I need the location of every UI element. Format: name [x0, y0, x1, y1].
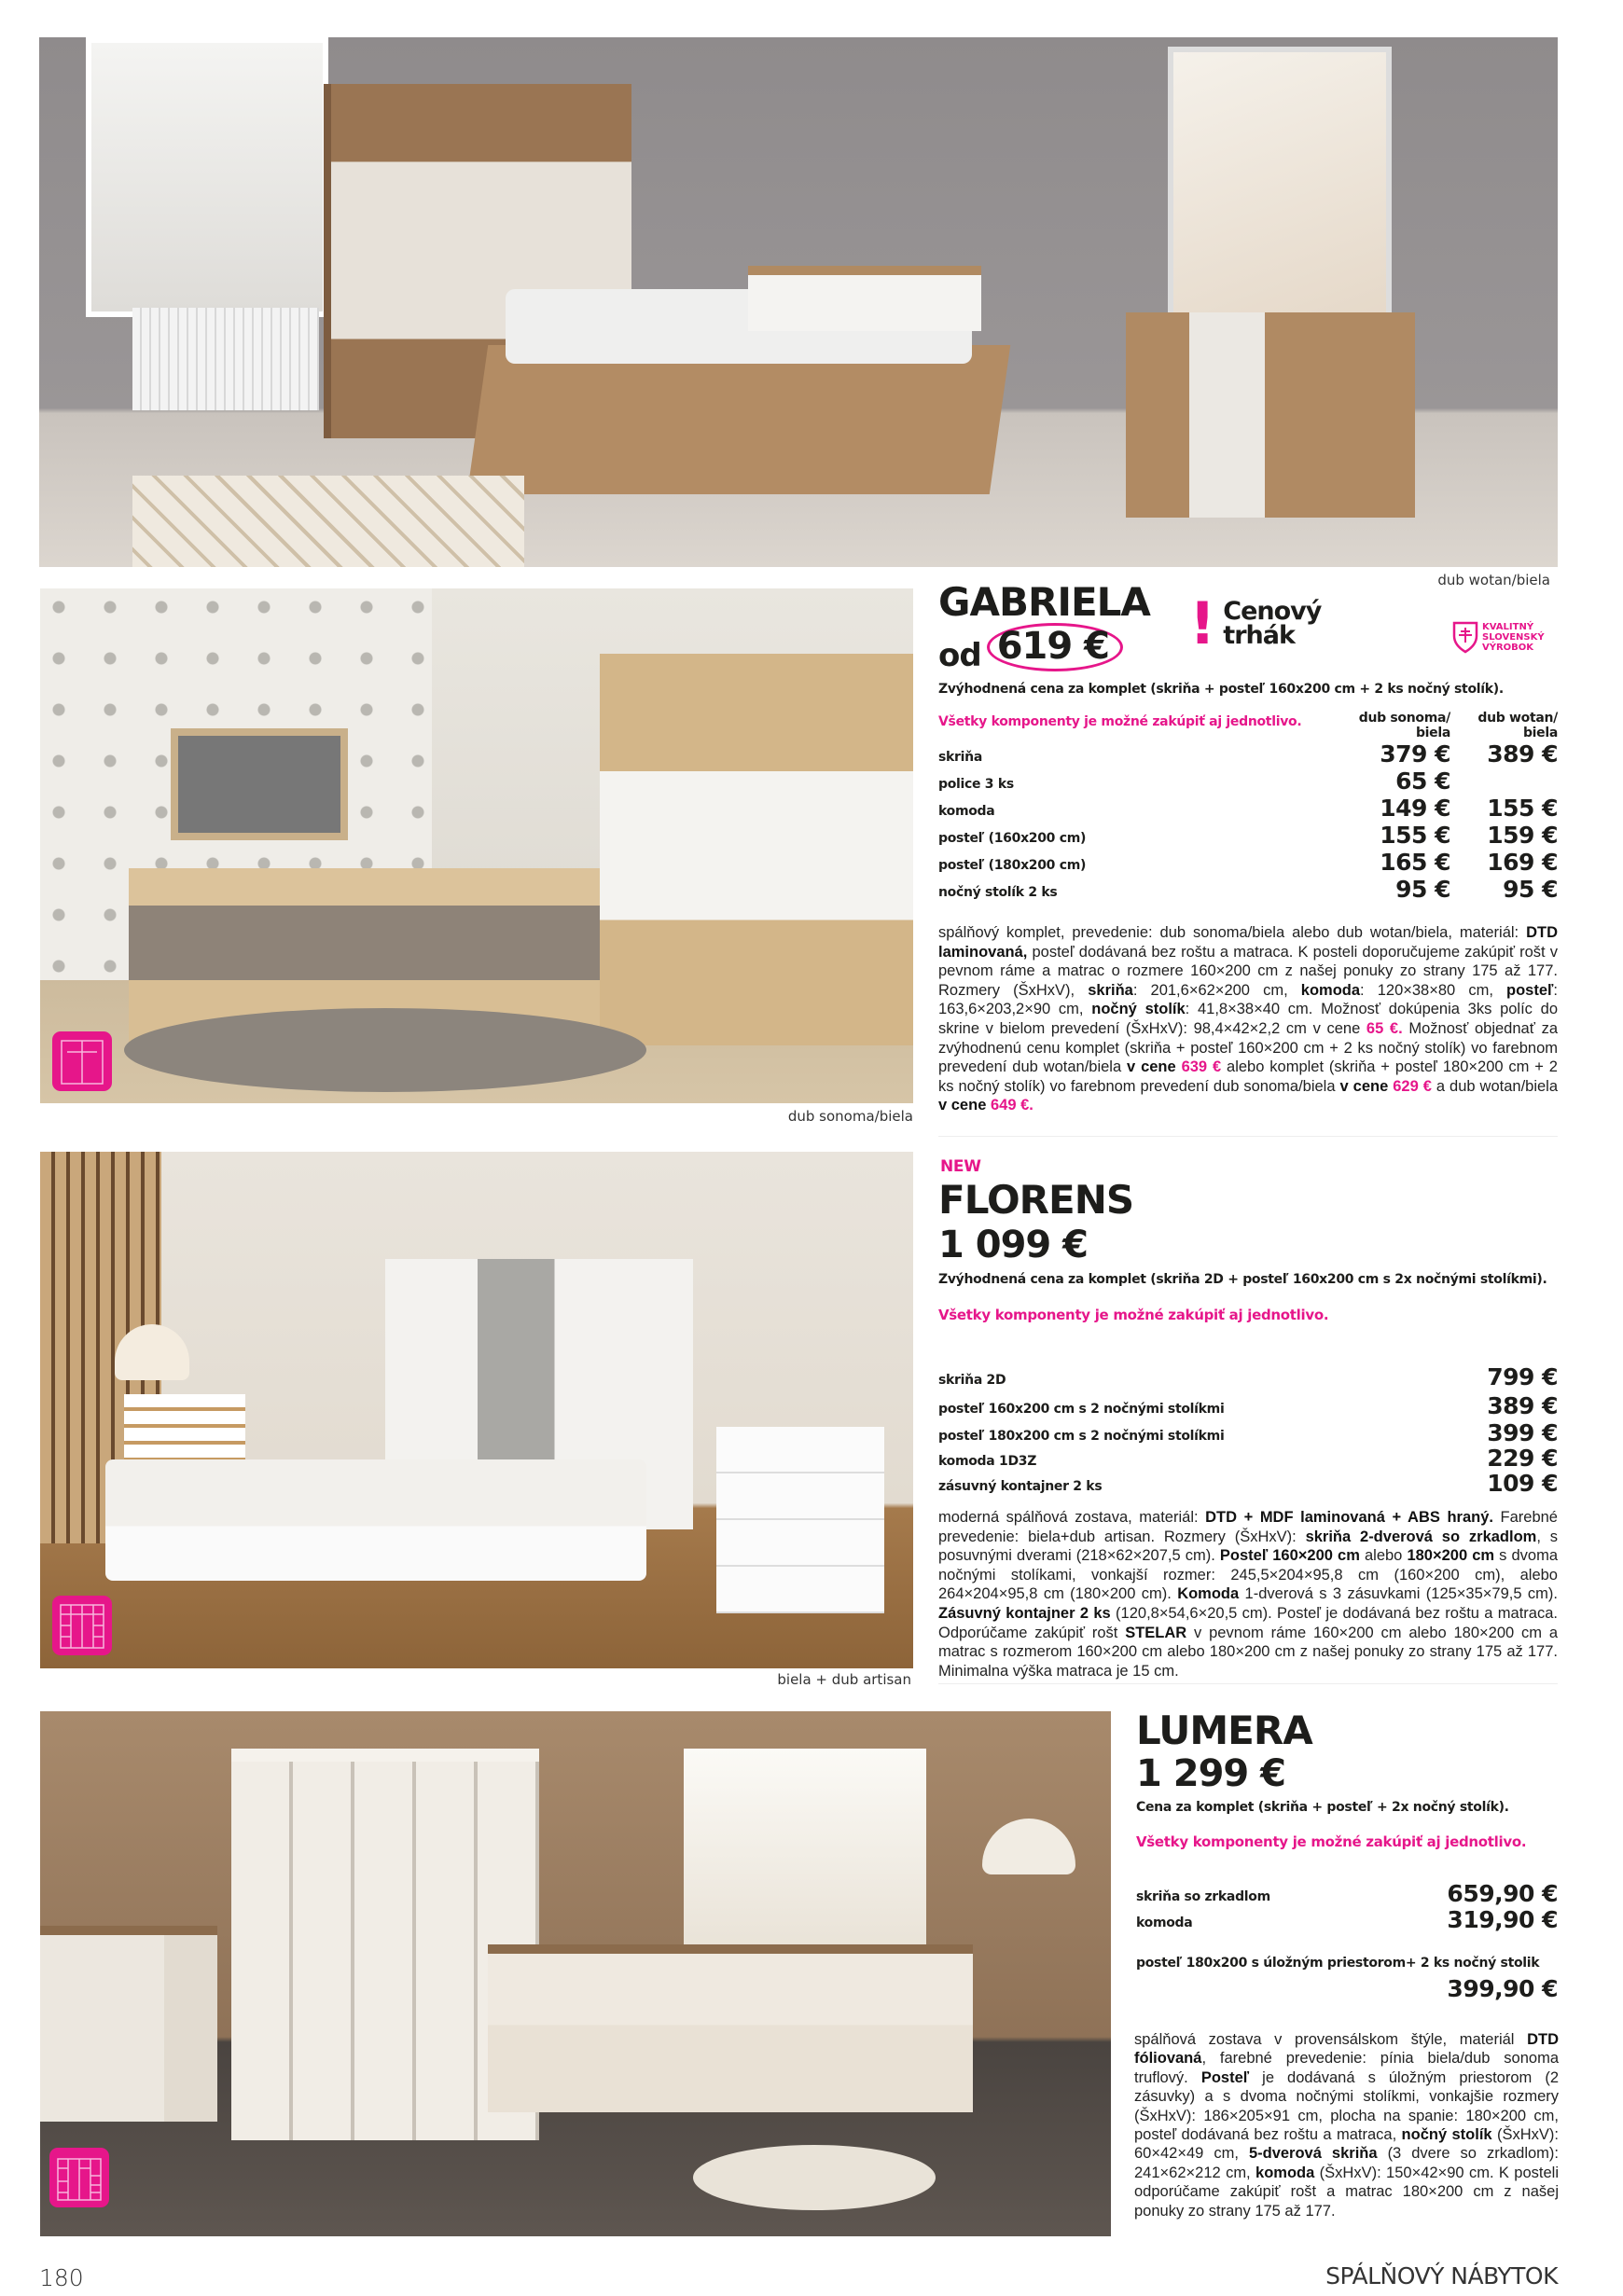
description-segment: Komoda [1177, 1585, 1240, 1603]
description-segment: nočný stolík [1091, 1001, 1186, 1018]
rug [693, 2145, 936, 2210]
gabriela-caption: dub sonoma/biela [787, 1108, 913, 1125]
description-segment: (ŠxHxV): 60×42×49 cm, [1134, 2126, 1559, 2163]
gabriela-title: GABRIELA [938, 579, 1150, 625]
florens-photo [40, 1152, 913, 1668]
table-row [938, 1472, 1558, 1497]
lumera-price-table [1136, 1881, 1558, 1933]
radiator [132, 308, 319, 410]
description-segment: posteľ dodávaná bez roštu a matraca. K posteli doporučujeme zakúpiť rošt v pevnom ráme a matrac o rozmere 160×200 cm z našej ponuky zo strany 175 až 177. Rozmery (ŠxHxV), [938, 943, 1558, 999]
divider [938, 1136, 1558, 1137]
col-header-sonoma: dub sonoma/ biela [1358, 711, 1450, 740]
basket-lamp [982, 1819, 1075, 1874]
description-segment: DTD laminovaná, [938, 924, 1558, 961]
page-number: 180 [39, 2264, 84, 2291]
table-row [938, 876, 1558, 903]
description-segment: a dub wotan/biela [1431, 1077, 1559, 1095]
price: 659,90 € [1447, 1880, 1558, 1907]
dresser [40, 1926, 217, 2122]
description-segment: Možnosť objednať za zvýhodnenú cenu komplet (skriňa + posteľ 160×200 cm + 2 ks nočný stolík) vo farebnom prevedení dub wotan/biela [938, 1019, 1558, 1076]
row-label: police 3 ks [938, 777, 1014, 792]
price: 399,90 € [1447, 1975, 1558, 2002]
description-segment: nočný stolík [1401, 2126, 1492, 2144]
description-segment: v cene [938, 1097, 987, 1114]
description-segment: (ŠxHxV): 150×42×90 cm. K posteli odporúčame zakúpiť rošt a matrac 180×200 cm z našej ponuky zo strany 175 až 177. [1134, 2164, 1559, 2220]
description-segment: alebo komplet (skriňa + posteľ 180×200 cm + 2 ks nočný stolík) vo farebnom prevedení dub sonoma/biela [938, 1058, 1558, 1095]
description-segment: 1-dverová s 3 zásuvkami (125×35×79,5 cm). [1239, 1585, 1558, 1603]
description-segment: komoda [1300, 981, 1361, 999]
price-sonoma: 155 € [1380, 822, 1450, 849]
florens-title: FLORENS [938, 1177, 1134, 1223]
lumera-note: Všetky komponenty je možné zakúpiť aj jednotlivo. [1136, 1833, 1527, 1850]
wardrobe-sliding-icon [52, 1596, 112, 1655]
description-segment: v pevnom ráme 160×200 cm alebo 180×200 cm a matrac s rozmerom 160×200 cm alebo 180×200 cm z našej ponuky zo strany 175 až 177. Minimalna výška matraca je 15 cm. [938, 1624, 1558, 1680]
lumera-title: LUMERA [1136, 1708, 1312, 1753]
row-label: skriňa so zrkadlom [1136, 1889, 1270, 1904]
lumera-photo [40, 1711, 1111, 2236]
price-sonoma: 165 € [1380, 849, 1450, 876]
price-wotan: 155 € [1487, 795, 1558, 822]
price-prefix: od [938, 637, 981, 674]
florens-note: Všetky komponenty je možné zakúpiť aj jednotlivo. [938, 1307, 1329, 1323]
row-label: zásuvný kontajner 2 ks [938, 1479, 1103, 1494]
section-title: SPÁLŇOVÝ NÁBYTOK [1325, 2262, 1558, 2289]
table-row [938, 740, 1558, 768]
description-segment: 629 € [1393, 1077, 1432, 1095]
table-row [938, 822, 1558, 849]
price: 389 € [1487, 1392, 1558, 1419]
gabriela-note: Všetky komponenty je možné zakúpiť aj jednotlivo. [938, 714, 1302, 729]
table-row [938, 1419, 1558, 1446]
lumera-subtitle: Cena za komplet (skriňa + posteľ + 2x nočný stolík). [1136, 1800, 1509, 1815]
lumera-description [1134, 2030, 1559, 2220]
description-segment: (120,8×54,6×20,5 cm). Posteľ je dodávaná bez roštu a matraca. Odporúčame zakúpiť rošt [938, 1604, 1558, 1641]
description-segment: komoda [1255, 2164, 1315, 2181]
description-segment: v cene [1127, 1058, 1176, 1076]
description-segment: : 41,8×38×40 cm. Možnosť dokúpenia 3ks políc do skrine v bielom prevedení (ŠxHxV): 98,4×42×2,2 cm v cene [938, 1001, 1559, 1037]
description-segment: Posteľ 160×200 cm [1219, 1547, 1360, 1565]
price-sonoma: 149 € [1380, 795, 1450, 822]
description-segment: DTD + MDF laminovaná + ABS hraný. [1205, 1509, 1493, 1526]
window [86, 37, 328, 317]
dresser [716, 1427, 884, 1613]
promo-line1: Cenový [1223, 597, 1322, 626]
lumera-bed-label: posteľ 180x200 s úložným priestorom+ 2 ks nočný stolik [1136, 1956, 1540, 1971]
price-sonoma: 65 € [1395, 768, 1450, 795]
price: 109 € [1487, 1470, 1558, 1497]
price-wotan: 389 € [1487, 740, 1558, 768]
divider [938, 1683, 1558, 1684]
florens-description [938, 1508, 1558, 1681]
bed [467, 345, 1010, 494]
description-segment: v cene [1339, 1077, 1389, 1095]
table-row [1136, 1907, 1558, 1933]
gabriela-price [938, 623, 1123, 674]
new-tag: NEW [940, 1157, 981, 1176]
row-label: posteľ (180x200 cm) [938, 858, 1087, 873]
row-label: posteľ 180x200 cm s 2 nočnými stolíkmi [938, 1429, 1225, 1444]
row-label: skriňa 2D [938, 1373, 1006, 1388]
price-wotan: 95 € [1503, 876, 1558, 903]
price: 319,90 € [1447, 1906, 1558, 1933]
table-row [938, 1446, 1558, 1472]
price-promo-badge [1189, 589, 1322, 657]
description-segment: Zásuvný kontajner 2 ks [938, 1604, 1111, 1622]
description-segment: : 163,6×203,2×90 cm, [938, 981, 1558, 1018]
florens-price-table [938, 1362, 1558, 1497]
table-row [938, 795, 1558, 822]
price-value: 619 € [987, 623, 1123, 671]
row-label: nočný stolík 2 ks [938, 885, 1058, 900]
window [684, 1749, 926, 1963]
wardrobe [600, 654, 913, 1045]
description-segment: 180×200 cm [1407, 1547, 1495, 1565]
promo-line2: trhák [1223, 621, 1295, 650]
rug [132, 476, 524, 567]
description-segment: : 120×38×80 cm, [1360, 981, 1507, 999]
badge-line2: SLOVENSKÝ [1482, 631, 1545, 643]
row-label: komoda [1136, 1916, 1193, 1930]
hero-caption: dub wotan/biela [1437, 572, 1550, 588]
bed [488, 1944, 973, 2112]
description-segment: , farebné prevedenie: pínia biela/dub sonoma truflový. [1134, 2050, 1559, 2086]
description-segment: (3 dvere so zrkadlom): 241×62×212 cm, [1134, 2145, 1560, 2181]
description-segment: moderná spálňová zostava, materiál: [938, 1509, 1206, 1526]
slovak-shield-icon [1451, 620, 1479, 654]
col-header-wotan: dub wotan/ biela [1477, 711, 1558, 740]
table-row [1136, 1881, 1558, 1907]
description-segment: skriňa [1088, 981, 1133, 999]
table-row [938, 768, 1558, 795]
florens-caption: biela + dub artisan [777, 1671, 911, 1688]
wall-picture [171, 728, 348, 840]
price-sonoma: 95 € [1395, 876, 1450, 903]
rug [124, 1008, 646, 1092]
wardrobe-5door-icon [49, 2148, 109, 2207]
description-segment: : 201,6×62×200 cm, [1132, 981, 1301, 999]
description-segment: 639 € [1181, 1058, 1222, 1076]
lumera-bed-price [1136, 1975, 1558, 2002]
picture-frame [1168, 47, 1392, 326]
description-segment: Posteľ [1200, 2068, 1250, 2086]
price: 399 € [1487, 1419, 1558, 1446]
exclamation-icon: ! [1189, 589, 1216, 657]
description-segment: s dvoma nočnými stolíkami, vonkajší rozmer: 245,5×204×95,8 cm (160×200 cm), alebo 264×204×95,8 cm (180×200 cm). [938, 1547, 1558, 1603]
sideboard [1126, 312, 1415, 518]
badge-line1: KVALITNÝ [1482, 621, 1534, 632]
description-segment: je dodávaná s úložným priestorom (2 zásuvky) a s dvoma nočnými stolíkmi, vonkajšie rozmery (ŠxHxV): 186×205×91 cm, plocha na spanie: 180×200 cm, posteľ dodávaná bez roštu a matraca, [1134, 2068, 1559, 2144]
row-label: komoda 1D3Z [938, 1454, 1037, 1469]
row-label: posteľ (160x200 cm) [938, 831, 1087, 846]
description-segment: STELAR [1125, 1624, 1187, 1641]
price-sonoma: 379 € [1380, 740, 1450, 768]
description-segment: alebo [1359, 1547, 1408, 1565]
description-segment: spálňová zostava v provensálskom štýle, materiál [1134, 2031, 1528, 2048]
description-segment: , s posuvnými dverami (218×62×207,5 cm). [938, 1528, 1559, 1565]
price: 799 € [1487, 1363, 1558, 1390]
gabriela-subtitle: Zvýhodnená cena za komplet (skriňa + posteľ 160x200 cm + 2 ks nočný stolík). [938, 682, 1504, 697]
table-row [938, 849, 1558, 876]
description-segment: posteľ [1506, 981, 1554, 999]
description-segment: 649 €. [990, 1097, 1033, 1114]
row-label: skriňa [938, 750, 982, 765]
description-segment: Farebné prevedenie: biela+dub artisan. Rozmery (ŠxHxV): [938, 1509, 1558, 1545]
table-row [938, 1362, 1558, 1390]
price: 229 € [1487, 1445, 1558, 1472]
quality-badge [1451, 620, 1545, 654]
row-label: komoda [938, 804, 995, 819]
headboard [748, 266, 981, 331]
gabriela-description [938, 923, 1558, 1115]
row-label: posteľ 160x200 cm s 2 nočnými stolíkmi [938, 1402, 1225, 1417]
badge-line3: VÝROBOK [1482, 642, 1534, 653]
description-segment: 5-dverová skriňa [1248, 2145, 1378, 2163]
description-segment: 65 €. [1366, 1019, 1403, 1037]
description-segment: spálňový komplet, prevedenie: dub sonoma/biela alebo dub wotan/biela, materiál: [938, 924, 1527, 941]
florens-subtitle: Zvýhodnená cena za komplet (skriňa 2D + posteľ 160x200 cm s 2x nočnými stolíkmi). [938, 1272, 1547, 1287]
wardrobe-2door-icon [52, 1031, 112, 1091]
price-wotan: 169 € [1487, 849, 1558, 876]
price-wotan: 159 € [1487, 822, 1558, 849]
bed [105, 1459, 646, 1581]
gabriela-price-table [938, 711, 1558, 903]
description-segment: DTD fóliovaná [1134, 2031, 1559, 2068]
gabriela-photo [40, 588, 913, 1103]
florens-price: 1 099 € [938, 1224, 1089, 1266]
description-segment: skriňa 2-dverová so zrkadlom [1305, 1528, 1537, 1545]
table-row [938, 1390, 1558, 1419]
hero-bedroom-photo [39, 37, 1558, 567]
lumera-price: 1 299 € [1136, 1752, 1286, 1795]
